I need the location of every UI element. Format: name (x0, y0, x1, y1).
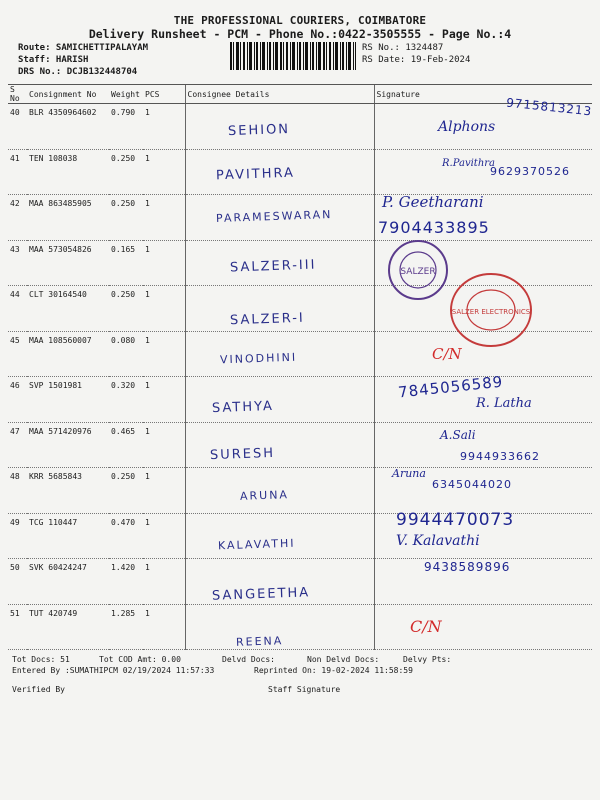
weight-cell: 0.165 (109, 240, 143, 286)
total-cod: Tot COD Amt: 0.00 (99, 655, 181, 664)
consignee-cell (185, 240, 374, 286)
sno-cell: 40 (8, 104, 27, 150)
weight-cell: 0.790 (109, 104, 143, 150)
weight-cell: 0.320 (109, 377, 143, 423)
consignee-name: SANGEETHA (211, 585, 311, 604)
consignment-cell: CLT 30164540 (27, 286, 109, 332)
sno-cell: 46 (8, 377, 27, 423)
table-header-row (8, 85, 592, 104)
weight-cell: 0.250 (109, 195, 143, 241)
consignee-name: PARAMESWARAN (215, 207, 333, 226)
consignment-cell: TUT 420749 (27, 604, 109, 650)
signature-phone: 7845056589 (397, 372, 505, 402)
signature-text: Alphons (438, 119, 496, 135)
reprinted-on: Reprinted On: 19-02-2024 11:58:59 (254, 666, 413, 675)
consignee-cell (185, 104, 374, 150)
consignee-cell (185, 377, 374, 423)
rs-number: RS No.: 1324487 (362, 43, 444, 53)
consignee-cell (185, 149, 374, 195)
signature-phone: 9715813213 (505, 95, 593, 119)
signature-phone: 9629370526 (490, 165, 570, 178)
sno-cell: 50 (8, 559, 27, 605)
signature-cell (374, 468, 592, 514)
consignee-cell (185, 422, 374, 468)
delivery-points: Delvy Pts: (403, 655, 452, 664)
consignee-name: SURESH (209, 445, 276, 464)
weight-cell: 1.420 (109, 559, 143, 605)
consignee-name: PAVITHRA (215, 165, 296, 184)
consignee-cell (185, 559, 374, 605)
consignment-cell: TCG 110447 (27, 513, 109, 559)
table-row (8, 604, 592, 650)
consignee-name: VINODHINI (219, 350, 298, 367)
non-delivered-docs: Non Delvd Docs: (307, 655, 380, 664)
sno-cell: 44 (8, 286, 27, 332)
weight-cell: 1.285 (109, 604, 143, 650)
consignment-cell: BLR 4350964602 (27, 104, 109, 150)
pcs-cell: 1 (143, 331, 185, 377)
entered-by: Entered By :SUMATHIPCM 02/19/2024 11:57:33 (12, 666, 215, 675)
col-signature: Signature (374, 85, 592, 104)
total-docs: Tot Docs: 51 (12, 655, 70, 664)
pcs-cell: 1 (143, 604, 185, 650)
consignee-name: KALAVATHI (217, 536, 296, 553)
table-row (8, 513, 592, 559)
table-row (8, 377, 592, 423)
consignee-name: SATHYA (211, 398, 275, 417)
consignment-cell: SVK 60424247 (27, 559, 109, 605)
consignee-name: SEHION (227, 121, 291, 140)
signature-text: V. Kalavathi (396, 533, 480, 549)
pcs-cell: 1 (143, 559, 185, 605)
consignee-cell (185, 513, 374, 559)
company-name: THE PROFESSIONAL COURIERS, COIMBATORE (173, 14, 427, 27)
sno-cell: 48 (8, 468, 27, 514)
weight-cell: 0.250 (109, 149, 143, 195)
pcs-cell: 1 (143, 422, 185, 468)
signature-cell (374, 559, 592, 605)
signature-cell (374, 195, 592, 241)
consignee-name: REENA (235, 634, 284, 649)
signature-cell (374, 604, 592, 650)
pcs-cell: 1 (143, 468, 185, 514)
drs-number: DRS No.: DCJB132448704 (18, 67, 138, 77)
weight-cell: 0.250 (109, 468, 143, 514)
col-weight: Weight (109, 85, 143, 104)
pcs-cell: 1 (143, 195, 185, 241)
signature-text: Aruna (392, 467, 426, 480)
signature-cell (374, 149, 592, 195)
signature-phone: 9944470073 (396, 510, 515, 530)
consignee-name: ARUNA (239, 488, 290, 503)
weight-cell: 0.470 (109, 513, 143, 559)
col-sno: S No (8, 85, 27, 104)
signature-phone: 7904433895 (378, 218, 490, 237)
col-consignee: Consignee Details (185, 85, 374, 104)
sno-cell: 47 (8, 422, 27, 468)
signature-cell (374, 422, 592, 468)
sno-cell: 45 (8, 331, 27, 377)
consignee-cell (185, 286, 374, 332)
col-consignment: Consignment No (27, 85, 109, 104)
consignment-cell: SVP 1501981 (27, 377, 109, 423)
col-pcs: PCS (143, 85, 185, 104)
seal-text: SALZER ELECTRONICS (451, 308, 531, 316)
pcs-cell: 1 (143, 240, 185, 286)
signature-text: R. Latha (476, 396, 532, 411)
company-seal-stamp (386, 238, 450, 302)
signature-text: A.Sali (440, 428, 476, 442)
consignee-name: SALZER-III (229, 257, 317, 276)
verified-by: Verified By (12, 685, 65, 694)
consignment-cell: MAA 573054826 (27, 240, 109, 286)
signature-cell (374, 513, 592, 559)
pcs-cell: 1 (143, 513, 185, 559)
delivered-docs: Delvd Docs: (222, 655, 275, 664)
consignment-cell: MAA 571420976 (27, 422, 109, 468)
table-row (8, 422, 592, 468)
consignee-name: SALZER-I (229, 310, 306, 329)
table-row (8, 468, 592, 514)
signature-phone: 9944933662 (460, 450, 540, 463)
sno-cell: 43 (8, 240, 27, 286)
signature-text: C/N (410, 617, 442, 636)
sno-cell: 41 (8, 149, 27, 195)
sno-cell: 49 (8, 513, 27, 559)
pcs-cell: 1 (143, 149, 185, 195)
signature-text: R.Pavithra (442, 158, 495, 169)
weight-cell: 0.080 (109, 331, 143, 377)
pcs-cell: 1 (143, 286, 185, 332)
weight-cell: 0.465 (109, 422, 143, 468)
signature-phone: 6345044020 (432, 478, 512, 491)
pcs-cell: 1 (143, 377, 185, 423)
table-row (8, 195, 592, 241)
runsheet-table (8, 84, 592, 650)
sno-cell: 51 (8, 604, 27, 650)
consignment-cell: MAA 863485905 (27, 195, 109, 241)
table-row (8, 559, 592, 605)
runsheet-title: Delivery Runsheet - PCM - Phone No.:0422-3505555 - Page No.:4 (88, 27, 512, 41)
route: Route: SAMICHETTIPALAYAM (18, 43, 149, 53)
staff-signature: Staff Signature (268, 685, 341, 694)
electronics-seal-stamp (448, 270, 534, 350)
consignment-cell: MAA 108560007 (27, 331, 109, 377)
weight-cell: 0.250 (109, 286, 143, 332)
staff: Staff: HARISH (18, 55, 89, 65)
signature-cell (374, 104, 592, 150)
seal-text: SALZER (400, 267, 436, 277)
consignee-cell (185, 331, 374, 377)
consignment-cell: TEN 108038 (27, 149, 109, 195)
table-row (8, 104, 592, 150)
barcode (230, 42, 356, 70)
consignee-cell (185, 604, 374, 650)
consignee-cell (185, 468, 374, 514)
signature-text: P. Geetharani (382, 193, 484, 211)
consignee-cell (185, 195, 374, 241)
sno-cell: 42 (8, 195, 27, 241)
signature-text: C/N (432, 345, 462, 363)
signature-cell (374, 377, 592, 423)
pcs-cell: 1 (143, 104, 185, 150)
consignment-cell: KRR 5685843 (27, 468, 109, 514)
table-row (8, 149, 592, 195)
rs-date: RS Date: 19-Feb-2024 (362, 55, 471, 65)
signature-phone: 9438589896 (424, 560, 511, 574)
